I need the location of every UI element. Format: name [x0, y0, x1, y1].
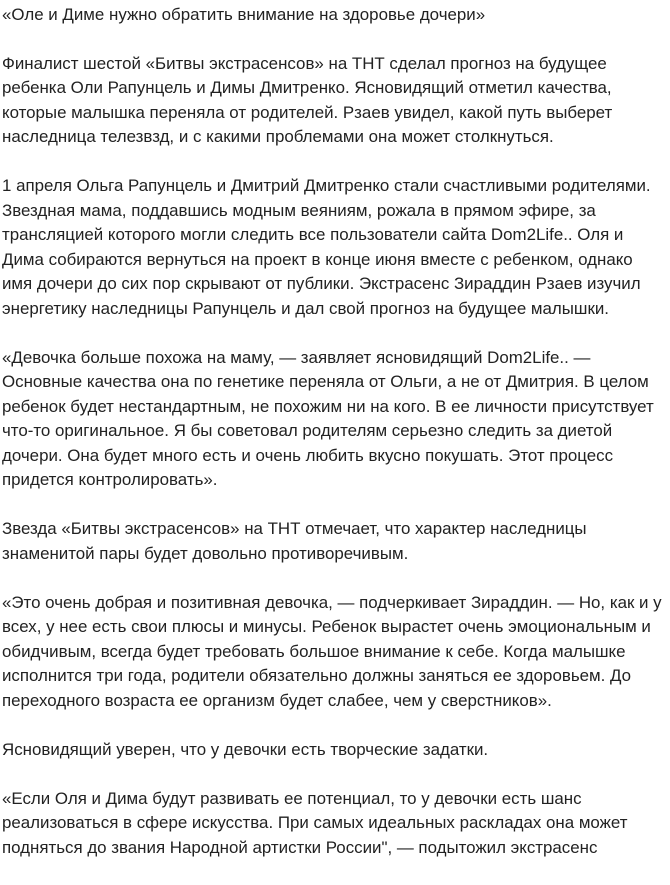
- article-paragraph-birth: 1 апреля Ольга Рапунцель и Дмитрий Дмитренко стали счастливыми родителями. Звездная мама, поддавшись модным веяниям, рожала в прямом эфире, за трансляцией которого могли следить все пользователи сайта Dom2Life.. Оля и Дима собираются вернуться на проект в конце июня вместе с ребенком, однако имя дочери до сих пор скрывают от публики. Экстрасенс Зираддин Рзаев изучил энергетику наследницы Рапунцель и дал свой прогноз на будущее малышки.: [2, 176, 651, 318]
- article-paragraph-quote-health: «Это очень добрая и позитивная девочка, — подчеркивает Зираддин. — Но, как и у всех, у нее есть свои плюсы и минусы. Ребенок вырастет очень эмоциональным и обидчивым, всегда будет требовать большое внимание к себе. Когда малышке исполнится три года, родители обязательно должны заняться ее здоровьем. До переходного возраста ее организм будет слабее, чем у сверстников».: [2, 592, 662, 710]
- article-title: «Оле и Диме нужно обратить внимание на здоровье дочери»: [2, 5, 486, 24]
- article-paragraph-character: Звезда «Битвы экстрасенсов» на ТНТ отмечает, что характер наследницы знаменитой пары будет довольно противоречивым.: [2, 519, 587, 563]
- article-paragraph-intro: Финалист шестой «Битвы экстрасенсов» на ТНТ сделал прогноз на будущее ребенка Оли Рапунцель и Димы Дмитренко. Ясновидящий отметил качества, которые малышка переняла от родителей. Рзаев увидел, какой путь выберет наследница телезвзд, и с какими проблемами она может столкнуться.: [2, 53, 613, 146]
- article-paragraph-creative: Ясновидящий уверен, что у девочки есть творческие задатки.: [2, 739, 489, 759]
- article-paragraph-quote-appearance: «Девочка больше похожа на маму, — заявляет ясновидящий Dom2Life.. — Основные качества она по генетике переняла от Ольги, а не от Дмитрия. В целом ребенок будет нестандартным, не похожим ни на кого. В ее личности присутствует что-то оригинальное. Я бы советовал родителям серьезно следить за диетой дочери. Она будет много есть и очень любить вкусно покушать. Этот процесс придется контролировать».: [2, 347, 654, 489]
- article-paragraph-quote-art: «Если Оля и Дима будут развивать ее потенциал, то у девочки есть шанс реализоваться в сфере искусства. При самых идеальных раскладах она может подняться до звания Народной артистки России", — подытожил экстрасенс: [2, 788, 628, 857]
